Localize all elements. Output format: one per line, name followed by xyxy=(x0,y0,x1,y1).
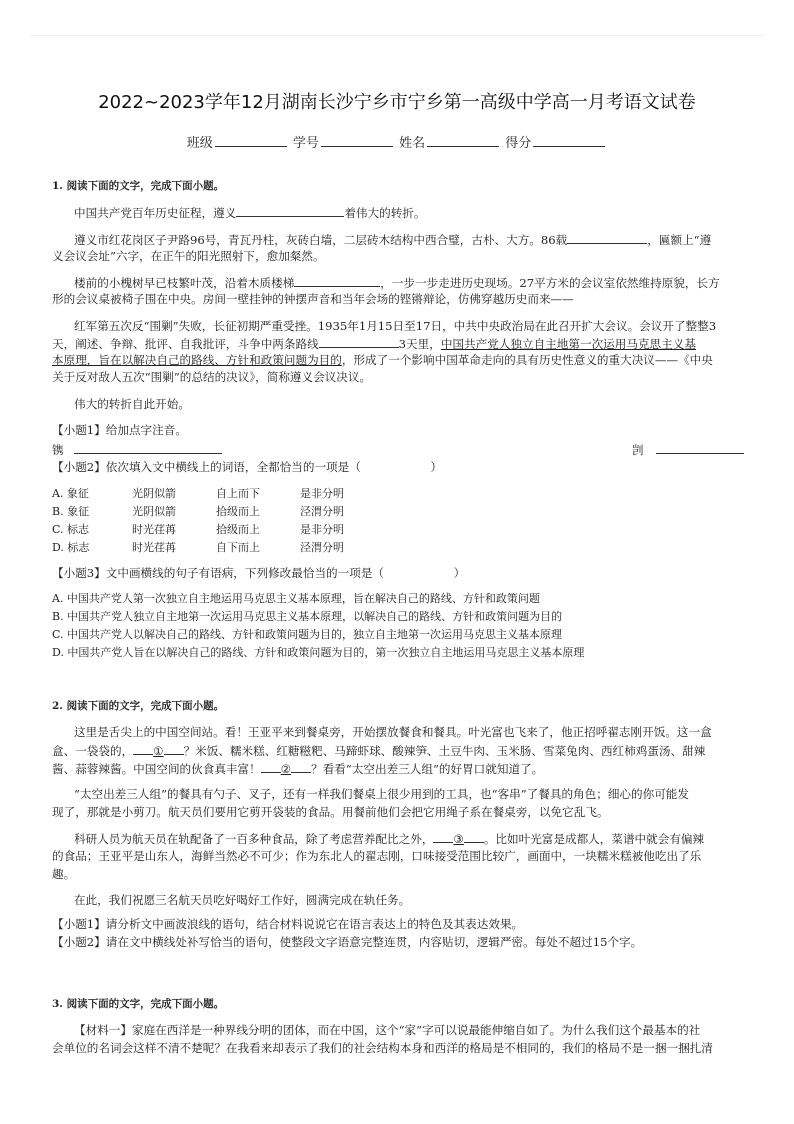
fill-blank[interactable] xyxy=(433,830,453,843)
text: 盒、一袋袋的， xyxy=(52,744,134,758)
name-label: 姓名 xyxy=(399,136,426,151)
q1-paragraph-3-line-2: 形的会议桌被椅子围在中央。房间一壁挂钟的钟摆声音和当年会场的铿锵辩论，仿佛穿越历史而来—— xyxy=(52,292,574,306)
text: 中国共产党百年历史征程，遵义 xyxy=(74,206,237,220)
name-field[interactable] xyxy=(427,134,499,147)
blank-marker-2: ② xyxy=(280,762,292,776)
q2-paragraph-2-line-2: 现了，那就是小剪刀。航天员们要用它剪开袋装的食品。用餐前他们会把它用绳子系在餐桌旁，以免它乱飞。 xyxy=(52,805,609,819)
char-label: 剀 xyxy=(632,443,644,457)
text: ，形成了一个影响中国革命走向的具有历史性意义的重大决议——《中央 xyxy=(341,353,713,367)
score-field[interactable] xyxy=(533,134,605,147)
text: 天，阐述、争辩、批评、自我批评，斗争中两条路线 xyxy=(52,337,319,351)
q2-sub1: 【小题1】请分析文中画波浪线的语句，结合材料说说它在语言表达上的特色及其表达效果。 xyxy=(52,917,524,931)
fill-blank[interactable] xyxy=(261,760,281,773)
q3-heading: 3. 阅读下面的文字，完成下面小题。 xyxy=(52,998,225,1010)
q1-char-1 xyxy=(52,441,222,458)
option-word: 时光荏苒 xyxy=(132,541,176,554)
q1-sub3-option-a[interactable]: A. 中国共产党人第一次独立自主地运用马克思主义基本原理，旨在解决自己的路线、方针和政策问题 xyxy=(52,592,540,605)
option-letter: A. 象征 xyxy=(52,487,89,500)
text: ？米饭、糯米糕、红糖糍粑、马蹄虾球、酸辣笋、土豆牛肉、玉米肠、雪菜兔肉、西红柿鸡蛋汤、甜辣 xyxy=(183,744,706,758)
q2-heading: 2. 阅读下面的文字，完成下面小题。 xyxy=(52,700,225,712)
fill-blank[interactable] xyxy=(291,760,311,773)
option-word: 自下而上 xyxy=(216,541,260,554)
option-word: 时光荏苒 xyxy=(132,523,176,536)
id-label: 学号 xyxy=(292,136,319,151)
text: ？看看“太空出差三人组”的好胃口就知道了。 xyxy=(311,762,544,776)
blank-marker-1: ① xyxy=(153,744,164,758)
q1-paragraph-4-line-3 xyxy=(52,352,713,368)
text: 酱、蒜蓉辣酱。中国空间的伙食真丰富！ xyxy=(52,762,261,776)
fill-blank[interactable] xyxy=(464,830,484,843)
option-word: 拾级而上 xyxy=(216,523,260,536)
q1-heading: 1. 阅读下面的文字，完成下面小题。 xyxy=(52,180,225,192)
class-field[interactable] xyxy=(215,134,287,147)
q1-paragraph-2-line-1 xyxy=(74,231,711,248)
underlined-sentence: 中国共产党人独立自主地第一次运用马克思主义基 xyxy=(440,337,696,351)
pinyin-blank-2[interactable] xyxy=(656,441,744,454)
q2-paragraph-1-line-3 xyxy=(52,760,543,777)
q2-paragraph-4: 在此，我们祝愿三名航天员吃好喝好工作好，圆满完成在轨任务。 xyxy=(74,893,411,907)
q1-sub2-option-d[interactable] xyxy=(52,540,344,556)
q2-paragraph-1-line-1: 这里是舌尖上的中国空间站。看！王亚平来到餐桌旁，开始摆放餐食和餐具。叶光富也飞来了，他正招呼翟志刚开饭。这一盒 xyxy=(74,725,712,739)
q1-sub3: 【小题3】文中画横线的句子有语病，下列修改最恰当的一项是（ ） xyxy=(52,566,466,580)
q1-char-2 xyxy=(632,441,744,458)
q1-sub2-option-c[interactable] xyxy=(52,522,344,538)
text: 科研人员为航天员在轨配备了一百多种食品，除了考虑营养配比之外， xyxy=(74,832,434,846)
q1-sub2: 【小题2】依次填入文中横线上的词语，全都恰当的一项是（ ） xyxy=(52,460,442,474)
q1-sub2-option-a[interactable] xyxy=(52,486,344,502)
option-word: 泾渭分明 xyxy=(300,541,344,554)
underlined-sentence: 本原理，旨在以解决自己的路线、方针和政策问题为目的 xyxy=(52,353,342,367)
top-divider xyxy=(30,35,764,36)
option-letter: D. 标志 xyxy=(52,541,90,554)
fill-blank[interactable] xyxy=(567,231,647,244)
q1-paragraph-2-line-2: 义会议会址”六字，在正午的阳光照射下，愈加粲然。 xyxy=(52,249,325,263)
q2-paragraph-3-line-3: 趣。 xyxy=(52,867,76,881)
q1-sub3-option-c[interactable]: C. 中国共产党人以解决自己的路线、方针和政策问题为目的，独立自主地第一次运用马克思主义基本原理 xyxy=(52,628,563,641)
option-letter: C. 标志 xyxy=(52,523,90,536)
q3-paragraph-1-line-1: 【材料一】家庭在西洋是一种界线分明的团体，而在中国，这个“家”字可以说最能伸缩自如了。为什么我们这个最基本的社 xyxy=(74,1023,701,1037)
option-word: 光阴似箭 xyxy=(132,487,176,500)
q2-paragraph-2-line-1: “太空出差三人组”的餐具有勺子、叉子，还有一样我们餐桌上很少用到的工具，也“客串”了餐具的角色；细心的你可能发 xyxy=(74,787,689,801)
score-label: 得分 xyxy=(505,136,532,151)
q1-paragraph-4-line-2 xyxy=(52,335,696,352)
class-label: 班级 xyxy=(186,136,213,151)
q1-paragraph-3-line-1 xyxy=(74,274,720,291)
q1-sub2-option-b[interactable] xyxy=(52,504,344,520)
id-field[interactable] xyxy=(321,134,393,147)
fill-blank[interactable] xyxy=(133,742,153,755)
option-word: 光阴似箭 xyxy=(132,505,176,518)
q1-paragraph-5: 伟大的转折自此开始。 xyxy=(74,397,190,411)
fill-blank[interactable] xyxy=(319,335,399,348)
text: 3天里， xyxy=(398,337,441,351)
q1-paragraph-1 xyxy=(74,204,426,221)
q2-paragraph-3-line-2: 的食品；王亚平是山东人，海鲜当然必不可少；作为东北人的翟志刚，口味接受范围比较广，画面中，一块糯米糕被他吃出了乐 xyxy=(52,849,702,863)
q2-paragraph-3-line-1 xyxy=(74,830,704,847)
text: 着伟大的转折。 xyxy=(344,206,426,220)
option-word: 是非分明 xyxy=(300,523,344,536)
fill-blank[interactable] xyxy=(164,742,184,755)
q1-sub1: 【小题1】给加点字注音。 xyxy=(52,423,187,437)
q1-paragraph-4-line-4: 关于反对敌人五次“围剿”的总结的决议》，简称遵义会议决议。 xyxy=(52,370,372,384)
option-word: 泾渭分明 xyxy=(300,505,344,518)
text: 。比如叶光富是成都人，菜谱中就会有偏辣 xyxy=(483,832,705,846)
option-word: 拾级而上 xyxy=(216,505,260,518)
text: ，一步一步走进历史现场。27平方米的会议室依然维持原貌，长方 xyxy=(380,276,720,290)
fill-blank[interactable] xyxy=(236,204,344,217)
text: 楼前的小槐树早已枝繁叶茂，沿着木质楼梯 xyxy=(74,276,295,290)
student-info-line xyxy=(0,132,794,151)
text: ，匾额上“遵 xyxy=(647,233,712,247)
pinyin-blank-1[interactable] xyxy=(74,441,222,454)
option-word: 自上而下 xyxy=(216,487,260,500)
q1-paragraph-4-line-1: 红军第五次反“围剿”失败，长征初期严重受挫。1935年1月15日至17日，中共中央政治局在此召开扩大会议。会议开了整整3 xyxy=(74,319,717,333)
option-letter: B. 象征 xyxy=(52,505,90,518)
q2-paragraph-1-line-2 xyxy=(52,742,705,759)
q2-sub2: 【小题2】请在文中横线处补写恰当的语句，使整段文字语意完整连贯，内容贴切，逻辑严密。每处不超过15个字。 xyxy=(52,935,643,949)
option-word: 是非分明 xyxy=(300,487,344,500)
blank-marker-3: ③ xyxy=(453,832,464,846)
page-title: 2022~2023学年12月湖南长沙宁乡市宁乡第一高级中学高一月考语文试卷 xyxy=(98,92,696,113)
q1-sub3-option-d[interactable]: D. 中国共产党人旨在以解决自己的路线、方针和政策问题为目的，第一次独立自主地运用马克思主义基本原理 xyxy=(52,646,585,659)
q3-paragraph-1-line-2: 会单位的名词会这样不清不楚呢？在我看来却表示了我们的社会结构本身和西洋的格局是不相同的，我们的格局不是一捆一捆扎清 xyxy=(52,1041,713,1055)
fill-blank[interactable] xyxy=(294,274,380,287)
text: 遵义市红花岗区子尹路96号，青瓦丹柱，灰砖白墙，二层砖木结构中西合璧，古朴、大方。86载 xyxy=(74,233,568,247)
char-label: 镌 xyxy=(52,443,64,457)
q1-sub3-option-b[interactable]: B. 中国共产党人独立自主地第一次运用马克思主义基本原理，以解决自己的路线、方针和政策问题为目的 xyxy=(52,610,563,623)
